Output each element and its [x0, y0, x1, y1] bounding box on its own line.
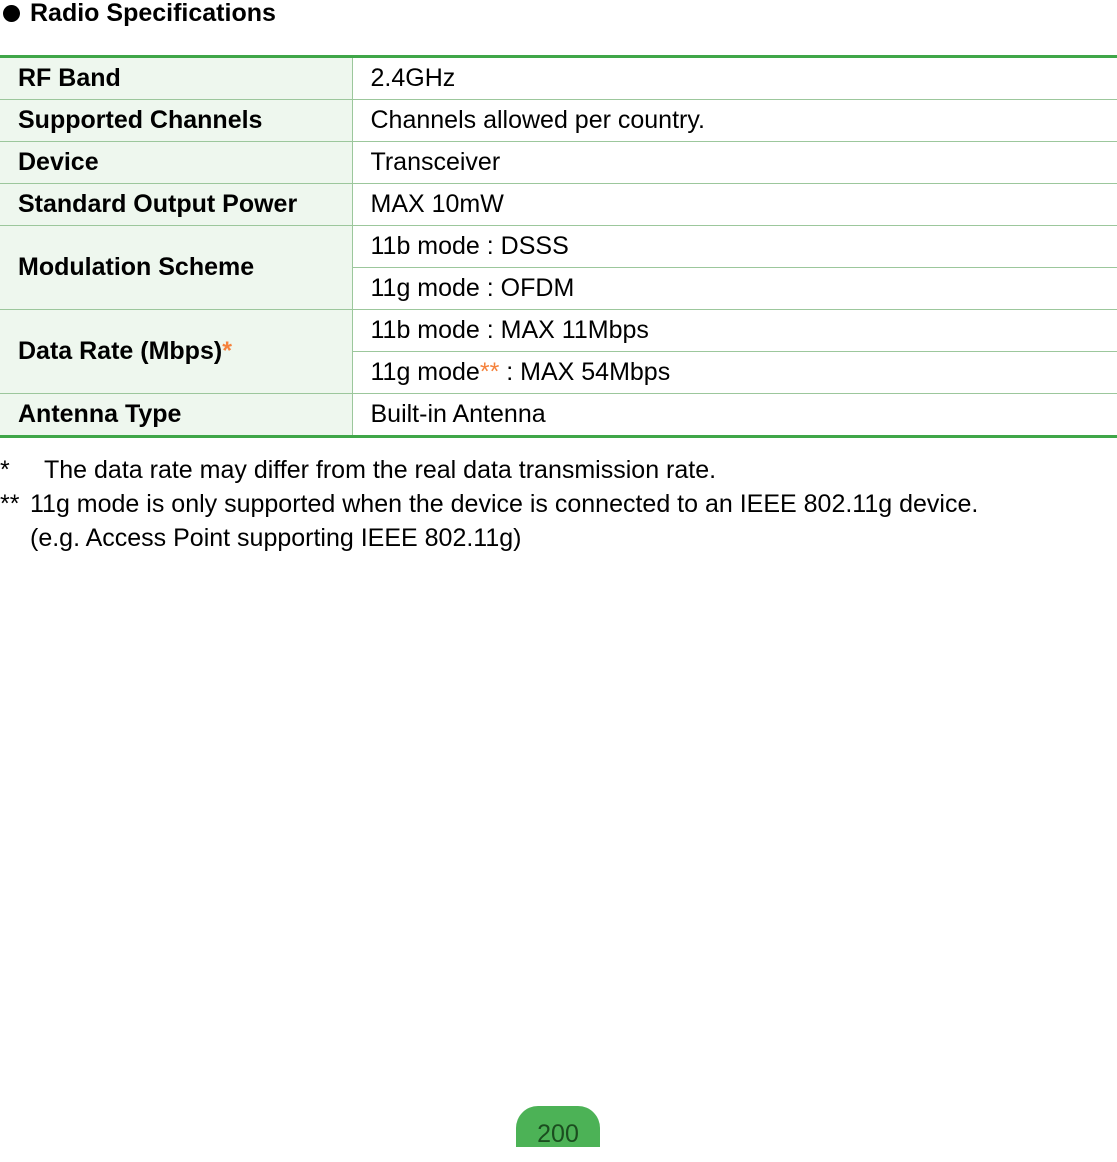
footnotes	[0, 453, 1110, 555]
rf-band-value: 2.4GHz	[352, 57, 1117, 100]
antenna-label: Antenna Type	[0, 394, 352, 437]
modulation-11g-value: 11g mode : OFDM	[352, 268, 1117, 310]
bullet-icon	[3, 5, 20, 22]
data-rate-11g-suffix: : MAX 54Mbps	[499, 358, 671, 386]
table-row	[0, 394, 1117, 437]
footnote-text	[30, 487, 978, 555]
data-rate-label: Data Rate (Mbps)	[18, 337, 223, 365]
table-row	[0, 142, 1117, 184]
channels-value: Channels allowed per country.	[352, 100, 1117, 142]
output-power-label: Standard Output Power	[0, 184, 352, 226]
rf-band-label: RF Band	[0, 57, 352, 100]
device-value: Transceiver	[352, 142, 1117, 184]
footnote-line: 11g mode is only supported when the device is connected to an IEEE 802.11g device.	[30, 490, 979, 518]
footnote-line: (e.g. Access Point supporting IEEE 802.11g)	[30, 524, 522, 552]
data-rate-footnote-mark: *	[222, 337, 232, 365]
data-rate-label-cell	[0, 310, 352, 394]
footnote-text: The data rate may differ from the real data transmission rate.	[44, 456, 717, 484]
table-row	[0, 57, 1117, 100]
table-row	[0, 226, 1117, 268]
device-label: Device	[0, 142, 352, 184]
radio-spec-table	[0, 55, 1117, 438]
table-row	[0, 100, 1117, 142]
antenna-value: Built-in Antenna	[352, 394, 1117, 437]
output-power-value: MAX 10mW	[352, 184, 1117, 226]
table-row	[0, 184, 1117, 226]
table-row	[0, 310, 1117, 352]
footnote	[0, 487, 1110, 555]
data-rate-11g-footnote-mark: **	[479, 358, 500, 386]
modulation-11b-value: 11b mode : DSSS	[352, 226, 1117, 268]
modulation-label: Modulation Scheme	[0, 226, 352, 310]
section-heading	[0, 0, 276, 26]
channels-label: Supported Channels	[0, 100, 352, 142]
page-number: 200	[516, 1106, 600, 1147]
data-rate-11b-value: 11b mode : MAX 11Mbps	[352, 310, 1117, 352]
footnote-mark: *	[0, 456, 10, 484]
footnote-mark: **	[0, 490, 20, 518]
data-rate-11g-prefix: 11g mode	[370, 358, 480, 386]
data-rate-11g-cell	[352, 352, 1117, 394]
footnote	[0, 453, 1110, 487]
section-title: Radio Specifications	[30, 0, 276, 27]
